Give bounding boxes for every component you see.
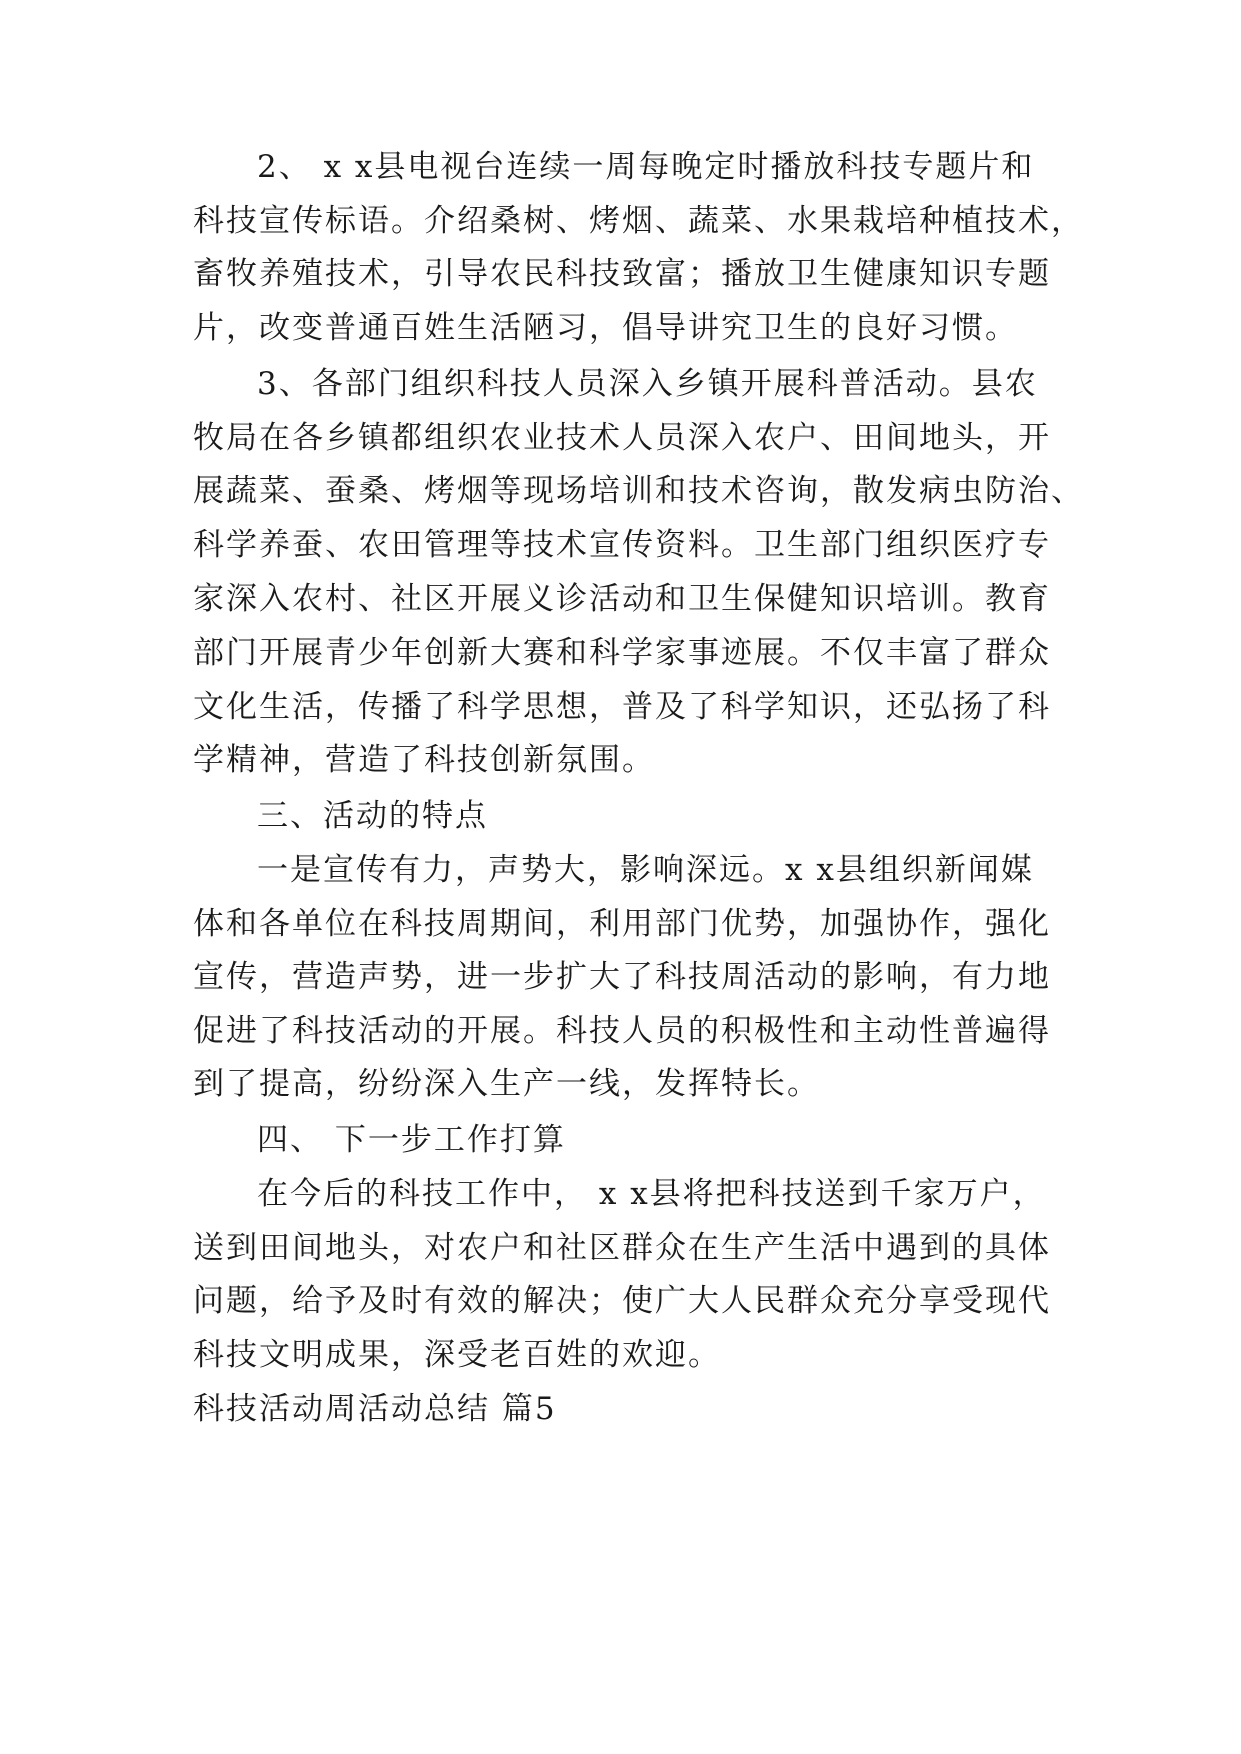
paragraph-plan-line-4: 科技文明成果，深受老百姓的欢迎。 <box>193 1337 721 1373</box>
paragraph-plan-line-1: 在今后的科技工作中， x x县将把科技送到千家万户， <box>257 1176 1046 1212</box>
paragraph-features-line-4: 促进了科技活动的开展。科技人员的积极性和主动性普遍得 <box>193 1013 1051 1049</box>
paragraph-3-line-7: 文化生活，传播了科学思想，普及了科学知识，还弘扬了科 <box>193 689 1051 725</box>
paragraph-plan-line-3: 问题，给予及时有效的解决；使广大人民群众充分享受现代 <box>193 1283 1051 1319</box>
section-title: 科技活动周活动总结 篇5 <box>193 1391 557 1427</box>
paragraph-2-line-1: 2、 x x县电视台连续一周每晚定时播放科技专题片和 <box>257 149 1035 185</box>
paragraph-3-line-8: 学精神，营造了科技创新氛围。 <box>193 742 655 778</box>
paragraph-3-line-1: 3、各部门组织科技人员深入乡镇开展科普活动。县农 <box>257 366 1038 402</box>
paragraph-3-line-3: 展蔬菜、蚕桑、烤烟等现场培训和技术咨询，散发病虫防治、 <box>193 473 1084 509</box>
paragraph-3-line-5: 家深入农村、社区开展义诊活动和卫生保健知识培训。教育 <box>193 581 1051 617</box>
paragraph-features-line-3: 宣传，营造声势，进一步扩大了科技周活动的影响，有力地 <box>193 959 1051 995</box>
heading-next-steps: 四、 下一步工作打算 <box>257 1122 566 1158</box>
paragraph-3-line-2: 牧局在各乡镇都组织农业技术人员深入农户、田间地头，开 <box>193 420 1051 456</box>
paragraph-features-line-2: 体和各单位在科技周期间，利用部门优势，加强协作，强化 <box>193 906 1051 942</box>
paragraph-features-line-1: 一是宣传有力，声势大，影响深远。x x县组织新闻媒 <box>257 852 1034 888</box>
paragraph-features-line-5: 到了提高，纷纷深入生产一线，发挥特长。 <box>193 1066 820 1102</box>
paragraph-plan-line-2: 送到田间地头，对农户和社区群众在生产生活中遇到的具体 <box>193 1230 1051 1266</box>
paragraph-2-line-4: 片，改变普通百姓生活陋习，倡导讲究卫生的良好习惯。 <box>193 310 1018 346</box>
paragraph-2-line-2: 科技宣传标语。介绍桑树、烤烟、蔬菜、水果栽培种植技术， <box>193 203 1084 239</box>
paragraph-3-line-6: 部门开展青少年创新大赛和科学家事迹展。不仅丰富了群众 <box>193 635 1051 671</box>
heading-features: 三、活动的特点 <box>257 798 488 834</box>
paragraph-3-line-4: 科学养蚕、农田管理等技术宣传资料。卫生部门组织医疗专 <box>193 527 1051 563</box>
paragraph-2-line-3: 畜牧养殖技术，引导农民科技致富；播放卫生健康知识专题 <box>193 256 1051 292</box>
